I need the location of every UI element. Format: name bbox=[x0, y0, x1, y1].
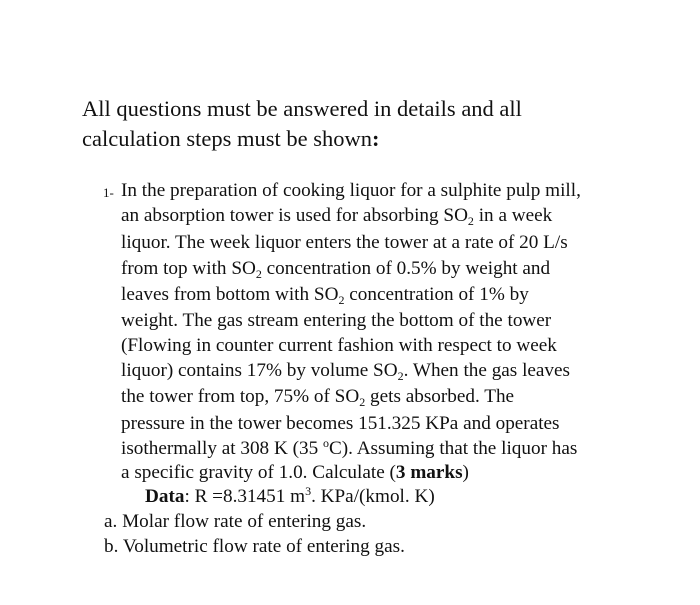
question-line: the tower from top, 75% of $SO_2$ gets absorbed. The bbox=[121, 386, 515, 409]
question-number: 1- bbox=[103, 185, 114, 200]
instructions-heading bbox=[82, 94, 642, 154]
data-line: Data: R =8.31451 $m^3$. KPa/(kmol. K) bbox=[145, 484, 435, 507]
question-line: liquor) contains 17% by volume $SO_2$. When the gas leaves bbox=[121, 360, 571, 383]
question-line: isothermally at 308 K (35 $^o$C). Assuming that the liquor has bbox=[121, 436, 578, 459]
question-line: In the preparation of cooking liquor for a sulphite pulp mill, bbox=[121, 180, 581, 201]
list-item: a. Molar flow rate of entering gas. bbox=[104, 511, 367, 532]
question-line: a specific gravity of 1.0. Calculate (3 marks) bbox=[121, 462, 469, 483]
question-line: (Flowing in counter current fashion with respect to week bbox=[121, 335, 557, 356]
question-line: from top with $SO_2$ concentration of 0.5% by weight and bbox=[121, 258, 551, 281]
question-line: weight. The gas stream entering the bottom of the tower bbox=[121, 310, 552, 331]
list-item: b. Volumetric flow rate of entering gas. bbox=[104, 536, 405, 557]
instructions-colon: : bbox=[371, 126, 380, 151]
data-label: Data bbox=[145, 486, 185, 507]
instructions-line-2: calculation steps must be shown bbox=[82, 126, 372, 151]
question-line: pressure in the tower becomes 151.325 KPa and operates bbox=[121, 413, 560, 434]
question-line: leaves from bottom with $SO_2$ concentration of 1% by bbox=[121, 284, 529, 307]
instructions-line-1: All questions must be answered in details and all bbox=[82, 96, 522, 121]
question-line: an absorption tower is used for absorbing $SO_2$ in a week bbox=[121, 205, 553, 228]
question-line: liquor. The week liquor enters the tower at a rate of 20 L/s bbox=[121, 232, 568, 253]
